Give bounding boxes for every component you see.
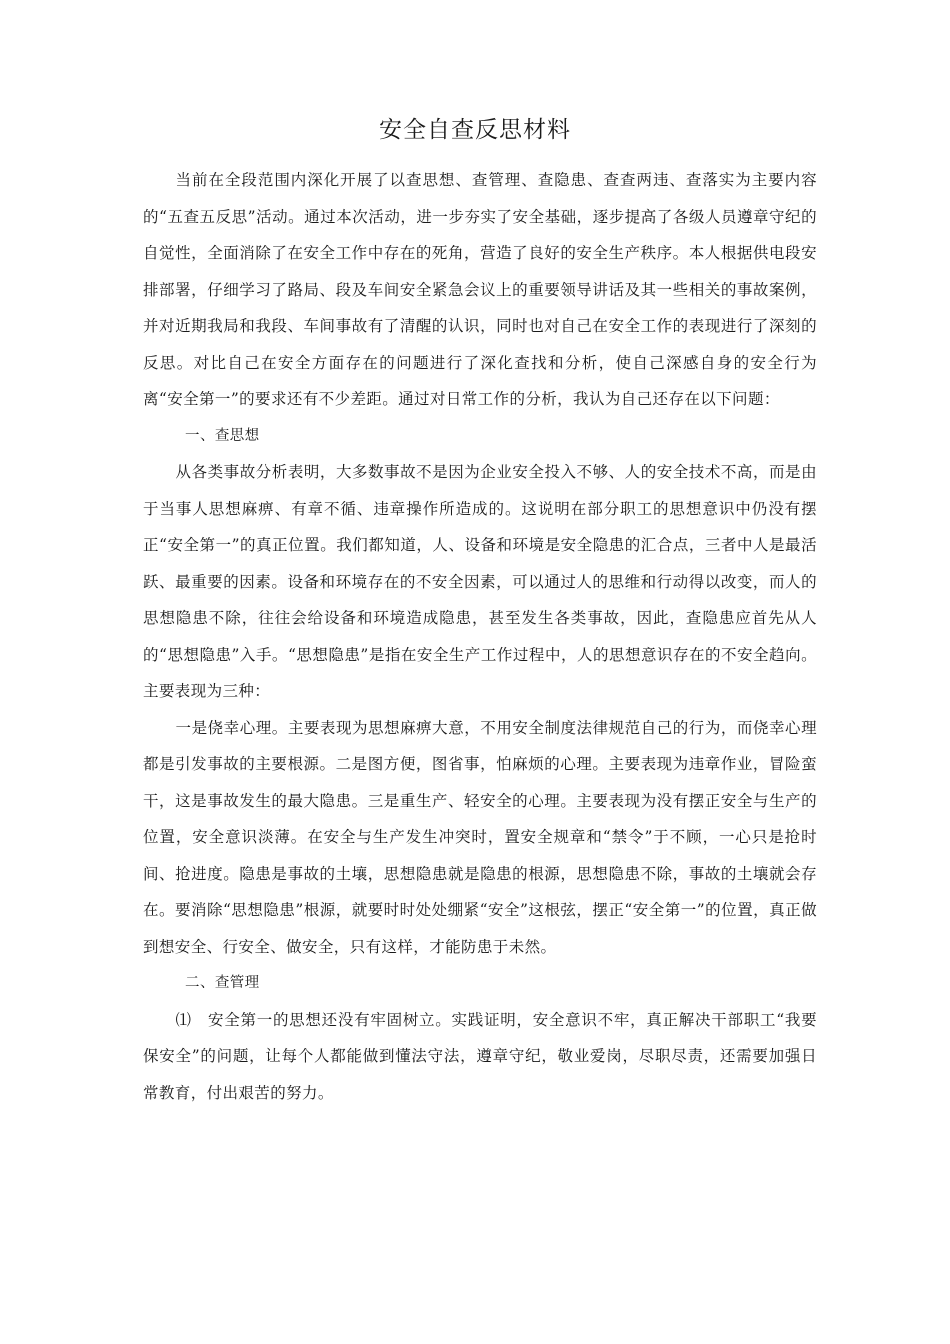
thought-paragraph-2: 一是侥幸心理。主要表现为思想麻痹大意，不用安全制度法律规范自己的行为，而侥幸心理都是引发事故的主要根源。二是图方便，图省事，怕麻烦的心理。主要表现为违章作业，冒险蛮干，这是事故发生的最大隐患。三是重生产、轻安全的心理。主要表现为没有摆正安全与生产的位置，安全意识淡薄。在安全与生产发生冲突时，置安全规章和“禁令”于不顾，一心只是抢时间、抢进度。隐患是事故的土壤，思想隐患就是隐患的根源，思想隐患不除，事故的土壤就会存在。要消除“思想隐患”根源，就要时时处处绷紧“安全”这根弦，摆正“安全第一”的位置，真正做到想安全、行安全、做安全，只有这样，才能防患于未然。 [143, 718, 817, 956]
thought-paragraph-1: 从各类事故分析表明，大多数事故不是因为企业安全投入不够、人的安全技术不高，而是由于当事人思想麻痹、有章不循、违章操作所造成的。这说明在部分职工的思想意识中仍没有摆正“安全第一”的真正位置。我们都知道，人、设备和环境是安全隐患的汇合点，三者中人是最活跃、最重要的因素。设备和环境存在的不安全因素，可以通过人的思维和行动得以改变，而人的思想隐患不除，往往会给设备和环境造成隐患，甚至发生各类事故，因此，查隐患应首先从人的“思想隐患”入手。“思想隐患”是指在安全生产工作过程中，人的思想意识存在的不安全趋向。主要表现为三种： [143, 463, 817, 700]
management-paragraph-1: ⑴ 安全第一的思想还没有牢固树立。实践证明，安全意识不牢，真正解决干部职工“我要保安全”的问题，让每个人都能做到懂法守法，遵章守纪，敬业爱岗，尽职尽责，还需要加强日常教育，付出艰苦的努力。 [143, 1010, 817, 1102]
document-body [143, 162, 817, 1111]
section-heading-management: 二、查管理 [185, 975, 260, 991]
intro-paragraph: 当前在全段范围内深化开展了以查思想、查管理、查隐患、查查两违、查落实为主要内容的“五查五反思”活动。通过本次活动，进一步夯实了安全基础，逐步提高了各级人员遵章守纪的自觉性，全面消除了在安全工作中存在的死角，营造了良好的安全生产秩序。本人根据供电段安排部署，仔细学习了路局、段及车间安全紧急会议上的重要领导讲话及其一些相关的事故案例，并对近期我局和我段、车间事故有了清醒的认识，同时也对自己在安全工作的表现进行了深刻的反思。对比自己在安全方面存在的问题进行了深化查找和分析，使自己深感自身的安全行为离“安全第一”的要求还有不少差距。通过对日常工作的分析，我认为自己还存在以下问题： [143, 171, 817, 408]
document-title: 安全自查反思材料 [379, 117, 571, 143]
section-heading-thought: 一、查思想 [185, 427, 260, 444]
